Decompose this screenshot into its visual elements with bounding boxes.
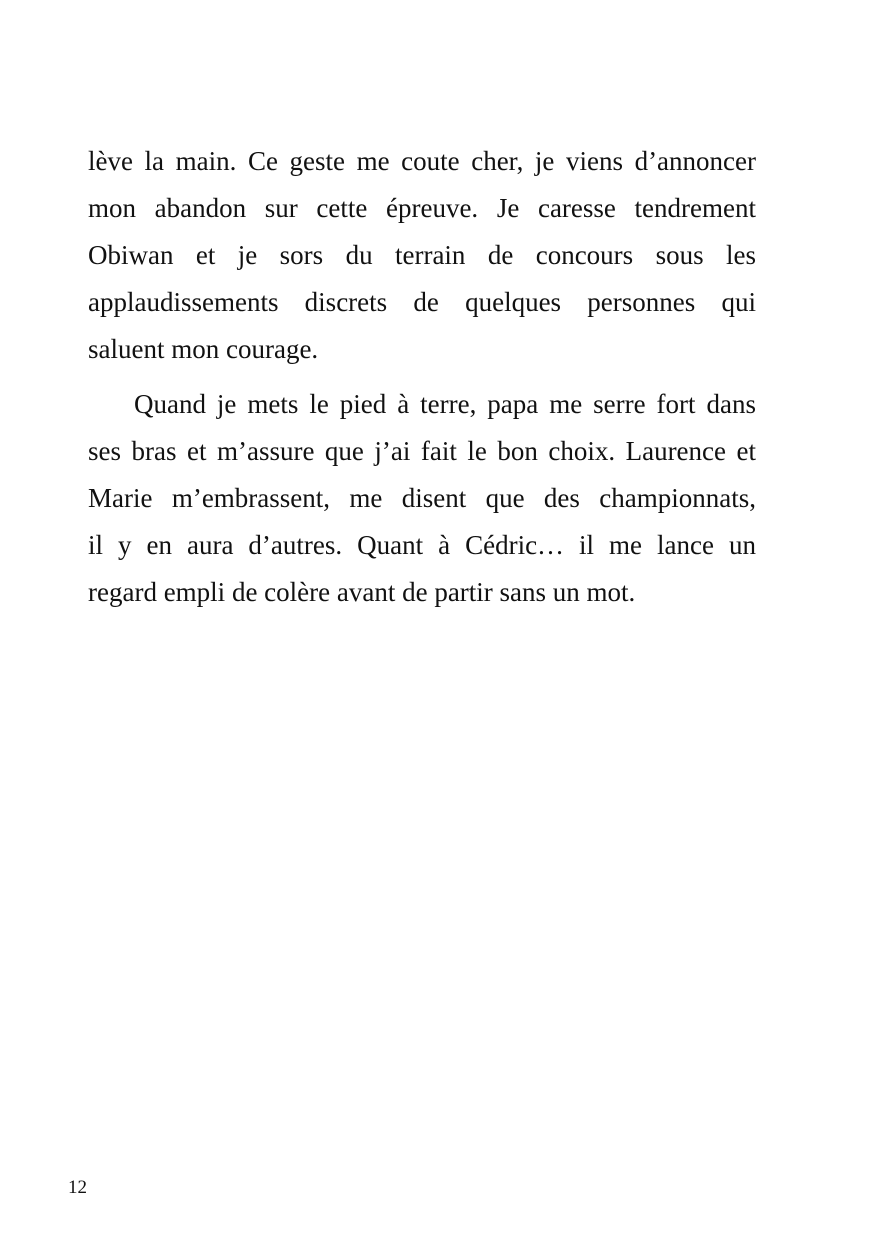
text-line: saluent mon courage.	[88, 334, 319, 364]
paragraph-gap	[88, 373, 756, 381]
paragraph-1	[88, 138, 756, 373]
text-line: mon abandon sur cette épreuve. Je caresse tendrement	[88, 193, 756, 223]
text-line: Obiwan et je sors du terrain de concours sous les	[88, 240, 756, 270]
text-line: il y en aura d’autres. Quant à Cédric… il me lance un	[88, 530, 756, 560]
body-text	[88, 138, 756, 616]
paragraph-2	[88, 381, 756, 616]
text-line: applaudissements discrets de quelques personnes qui	[88, 287, 756, 317]
text-line: Marie m’embrassent, me disent que des championnats,	[88, 483, 756, 513]
text-line: Quand je mets le pied à terre, papa me serre fort dans	[134, 389, 756, 419]
text-line: ses bras et m’assure que j’ai fait le bon choix. Laurence et	[88, 436, 756, 466]
text-line: lève la main. Ce geste me coute cher, je viens d’annoncer	[88, 146, 756, 176]
page-number: 12	[68, 1177, 87, 1198]
text-line: regard empli de colère avant de partir sans un mot.	[88, 577, 636, 607]
